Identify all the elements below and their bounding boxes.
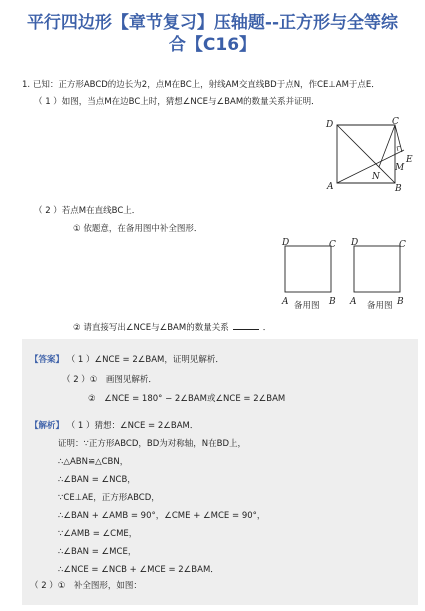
problem-number: 1.	[22, 80, 31, 90]
main-figure	[322, 116, 420, 194]
spare1-label-d: D	[282, 238, 290, 248]
part2-2-end: ．	[262, 323, 272, 333]
answer-blank	[233, 320, 259, 330]
problem-part2-2	[73, 320, 271, 334]
segment-ce	[395, 125, 402, 152]
proof-line: （ 2 ）① 补全图形，如图：	[30, 581, 142, 591]
answer-tag: 【答案】	[30, 355, 65, 365]
spare-figures	[278, 236, 412, 314]
spare1-label-a: A	[282, 297, 289, 307]
proof-line: ∵CE⊥AE，正方形ABCD，	[58, 493, 160, 503]
document-title	[10, 12, 415, 56]
problem-stem-text: 已知：正方形ABCD的边长为2，点M在BC上，射线AM交直线BD于点N，作CE⊥AM于点E．	[32, 80, 380, 90]
title-line-1: 平行四边形【章节复习】压轴题--正方形与全等综	[26, 13, 399, 33]
ray-am	[337, 150, 404, 183]
problem-part1: （ 1 ）如图，当点M在边BC上时，猜想∠NCE与∠BAM的数量关系并证明．	[34, 97, 320, 107]
label-d: D	[326, 120, 334, 130]
title-line-2: 合【C16】	[168, 35, 257, 55]
proof-line: ∴△ABN≌△CBN，	[58, 457, 129, 467]
analysis-tag: 【解析】	[30, 421, 65, 431]
segment-cn	[379, 125, 395, 167]
spare1-label-b: B	[329, 297, 336, 307]
diagonal-bd	[337, 125, 395, 183]
answer-line-1	[30, 354, 224, 366]
spare2-label-a: A	[350, 297, 357, 307]
spare2-label-c: C	[399, 240, 406, 250]
spare1-caption: 备用图	[294, 301, 320, 311]
problem-stem	[22, 79, 380, 91]
part2-2-text: ② 请直接写出∠NCE与∠BAM的数量关系	[73, 323, 229, 333]
label-n: N	[372, 172, 380, 182]
answer-line-3: ② ∠NCE = 180° − 2∠BAM或∠NCE = 2∠BAM	[88, 394, 286, 404]
label-e: E	[406, 155, 413, 165]
label-b: B	[395, 184, 402, 194]
proof-line: 证明：∵正方形ABCD，BD为对称轴，N在BD上，	[58, 439, 246, 449]
spare2-caption: 备用图	[367, 301, 393, 311]
spare-square-2	[354, 246, 400, 292]
spare1-label-c: C	[329, 240, 336, 250]
problem-part2: （ 2 ）若点M在直线BC上．	[34, 206, 141, 216]
proof-line: ∴∠BAN = ∠NCB，	[58, 475, 136, 485]
analysis-line-1	[30, 420, 198, 432]
proof-line: ∴∠NCE = ∠NCB + ∠MCE = 2∠BAM．	[58, 565, 219, 575]
label-a: A	[327, 182, 334, 192]
proof-line: ∴∠BAN + ∠AMB = 90°，∠CME + ∠MCE = 90°，	[58, 511, 266, 521]
problem-part2-1: ① 依题意，在备用图中补全图形．	[73, 224, 203, 234]
answer-line-2: （ 2 ）① 画图见解析．	[62, 375, 157, 385]
label-c: C	[392, 117, 399, 127]
proof-line: ∵∠AMB = ∠CME，	[58, 529, 138, 539]
spare-square-1	[285, 246, 331, 292]
proof-line: ∴∠BAN = ∠MCE，	[58, 547, 137, 557]
spare2-label-b: B	[397, 297, 404, 307]
spare2-label-d: D	[351, 238, 359, 248]
label-m: M	[395, 163, 405, 173]
answer-line-1-text: （ 1 ）∠NCE = 2∠BAM，证明见解析．	[66, 355, 224, 365]
analysis-line-1-text: （ 1 ）猜想：∠NCE = 2∠BAM．	[66, 421, 199, 431]
